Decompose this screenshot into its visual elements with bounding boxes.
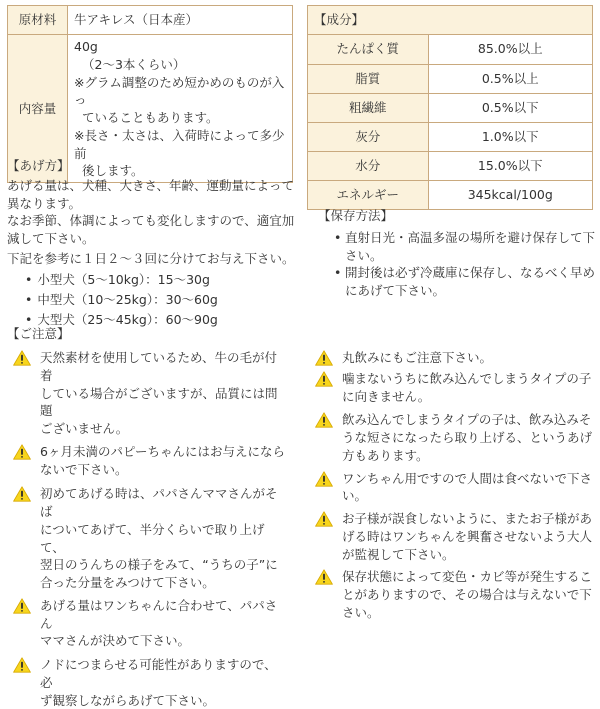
nutrition-row (308, 64, 592, 93)
warning-icon (315, 471, 333, 487)
content-label: 内容量 (8, 35, 68, 183)
nutrition-row (308, 93, 592, 122)
content-line: ※長さ・太さは、入荷時によって多少前 (74, 127, 285, 161)
feeding-size-list (7, 270, 297, 331)
caution-item: あげる量はワンちゃんに合わせて、パパさん ママさんが決めて下さい。 (13, 597, 285, 650)
material-value: 牛アキレス（日本産） (68, 6, 293, 35)
warning-icon (315, 569, 333, 585)
caution-item: ノドにつまらせる可能性がありますので、必 ず観察しながらあげて下さい。 (13, 656, 285, 709)
nutrition-value: 85.0%以上 (428, 35, 592, 64)
storage-list (318, 229, 596, 300)
list-item: • 中型犬（10〜25kg）：30〜60g (25, 290, 297, 310)
storage-section (318, 207, 596, 300)
warning-icon (315, 350, 333, 366)
nutrition-label: 脂質 (308, 64, 428, 93)
caution-item: お子様が誤食しないように、またお子様があ げる時はワンちゃんを興奮させないよう大人 が監視して下さい。 (315, 510, 595, 563)
nutrition-label: エネルギー (308, 180, 428, 209)
warning-icon (13, 350, 31, 366)
nutrition-value: 0.5%以上 (428, 64, 592, 93)
caution-item: 初めてあげる時は、パパさんママさんがそば についてあげて、半分くらいで取り上げて、 翌日のうんちの様子をみて、“うちの子”に 合った分量をみつけて下さい。 (13, 485, 285, 592)
warning-icon (13, 657, 31, 673)
nutrition-value: 1.0%以下 (428, 122, 592, 151)
warning-icon (315, 511, 333, 527)
feeding-section (7, 157, 297, 330)
storage-line: にあげて下さい。 (345, 283, 446, 298)
storage-line: 開封後は必ず冷蔵庫に保存し、なるべく早め (345, 265, 596, 281)
nutrition-table (308, 35, 592, 209)
caution-item: 保存状態によって変色・カビ等が発生するこ とがありますので、その場合は与えないで下 さい。 (315, 568, 595, 621)
spec-row-material (8, 6, 293, 35)
caution-item: ワンちゃん用ですので人間は食べないで下さ い。 (315, 470, 595, 506)
nutrition-panel (307, 5, 593, 210)
list-item: • 小型犬（5〜10kg）：15〜30g (25, 270, 297, 290)
storage-title: 【保存方法】 (318, 208, 394, 223)
caution-item: 飲み込んでしまうタイプの子は、飲み込みそ うな短さになったら取り上げる、というあげ 方もあります。 (315, 411, 595, 464)
warning-icon (13, 444, 31, 460)
list-item: • 大型犬（25〜45kg）：60〜90g (25, 310, 297, 330)
nutrition-row (308, 122, 592, 151)
nutrition-label: 灰分 (308, 122, 428, 151)
nutrition-value: 345kcal/100g (428, 180, 592, 209)
storage-line: 直射日光・高温多湿の場所を避け保存して下 (345, 229, 596, 245)
caution-item: 丸飲みにもご注意下さい。 (315, 349, 595, 367)
nutrition-row (308, 151, 592, 180)
caution-left-column (13, 349, 285, 709)
list-item (334, 264, 596, 300)
warning-icon (315, 371, 333, 387)
nutrition-row (308, 35, 592, 64)
feeding-paragraph (7, 212, 297, 248)
nutrition-label: 水分 (308, 151, 428, 180)
content-line: ※グラム調整のため短かめのものが入っ (74, 74, 285, 108)
feeding-title: 【あげ方】 (7, 158, 70, 173)
feeding-paragraph: 下記を参考に１日２〜３回に分けてお与え下さい。 (7, 250, 295, 266)
nutrition-row (308, 180, 592, 209)
nutrition-value: 15.0%以下 (428, 151, 592, 180)
warning-icon (315, 412, 333, 428)
caution-item: 6ヶ月未満のパピーちゃんにはお与えになら ないで下さい。 (13, 443, 285, 479)
material-label: 原材料 (8, 6, 68, 35)
feeding-line: 減して下さい。 (7, 231, 95, 246)
caution-item: 噛まないうちに飲み込んでしまうタイプの子 に向きません。 (315, 370, 595, 406)
caution-item: 天然素材を使用しているため、牛の毛が付着 している場合がございますが、品質には問題 ございません。 (13, 349, 285, 438)
content-line: 40g (74, 39, 98, 54)
content-line: 後します。 (82, 163, 144, 179)
feeding-line: あげる量は、犬種、大きさ、年齢、運動量によって (7, 177, 295, 193)
feeding-line: 異なります。 (7, 195, 82, 211)
nutrition-label: たんぱく質 (308, 35, 428, 64)
warning-icon (13, 486, 31, 502)
content-line: ていることもあります。 (82, 110, 219, 125)
list-item (334, 229, 596, 265)
content-line: （2〜3本くらい） (82, 56, 186, 72)
feeding-paragraph (7, 177, 297, 213)
nutrition-value: 0.5%以下 (428, 93, 592, 122)
storage-line: さい。 (345, 247, 383, 263)
warning-icon (13, 598, 31, 614)
feeding-line: なお季節、体調によっても変化しますので、適宜加 (7, 213, 295, 229)
nutrition-title: 【成分】 (308, 6, 592, 35)
caution-right-column (315, 349, 595, 622)
caution-title: 【ご注意】 (7, 326, 70, 341)
nutrition-label: 粗繊維 (308, 93, 428, 122)
